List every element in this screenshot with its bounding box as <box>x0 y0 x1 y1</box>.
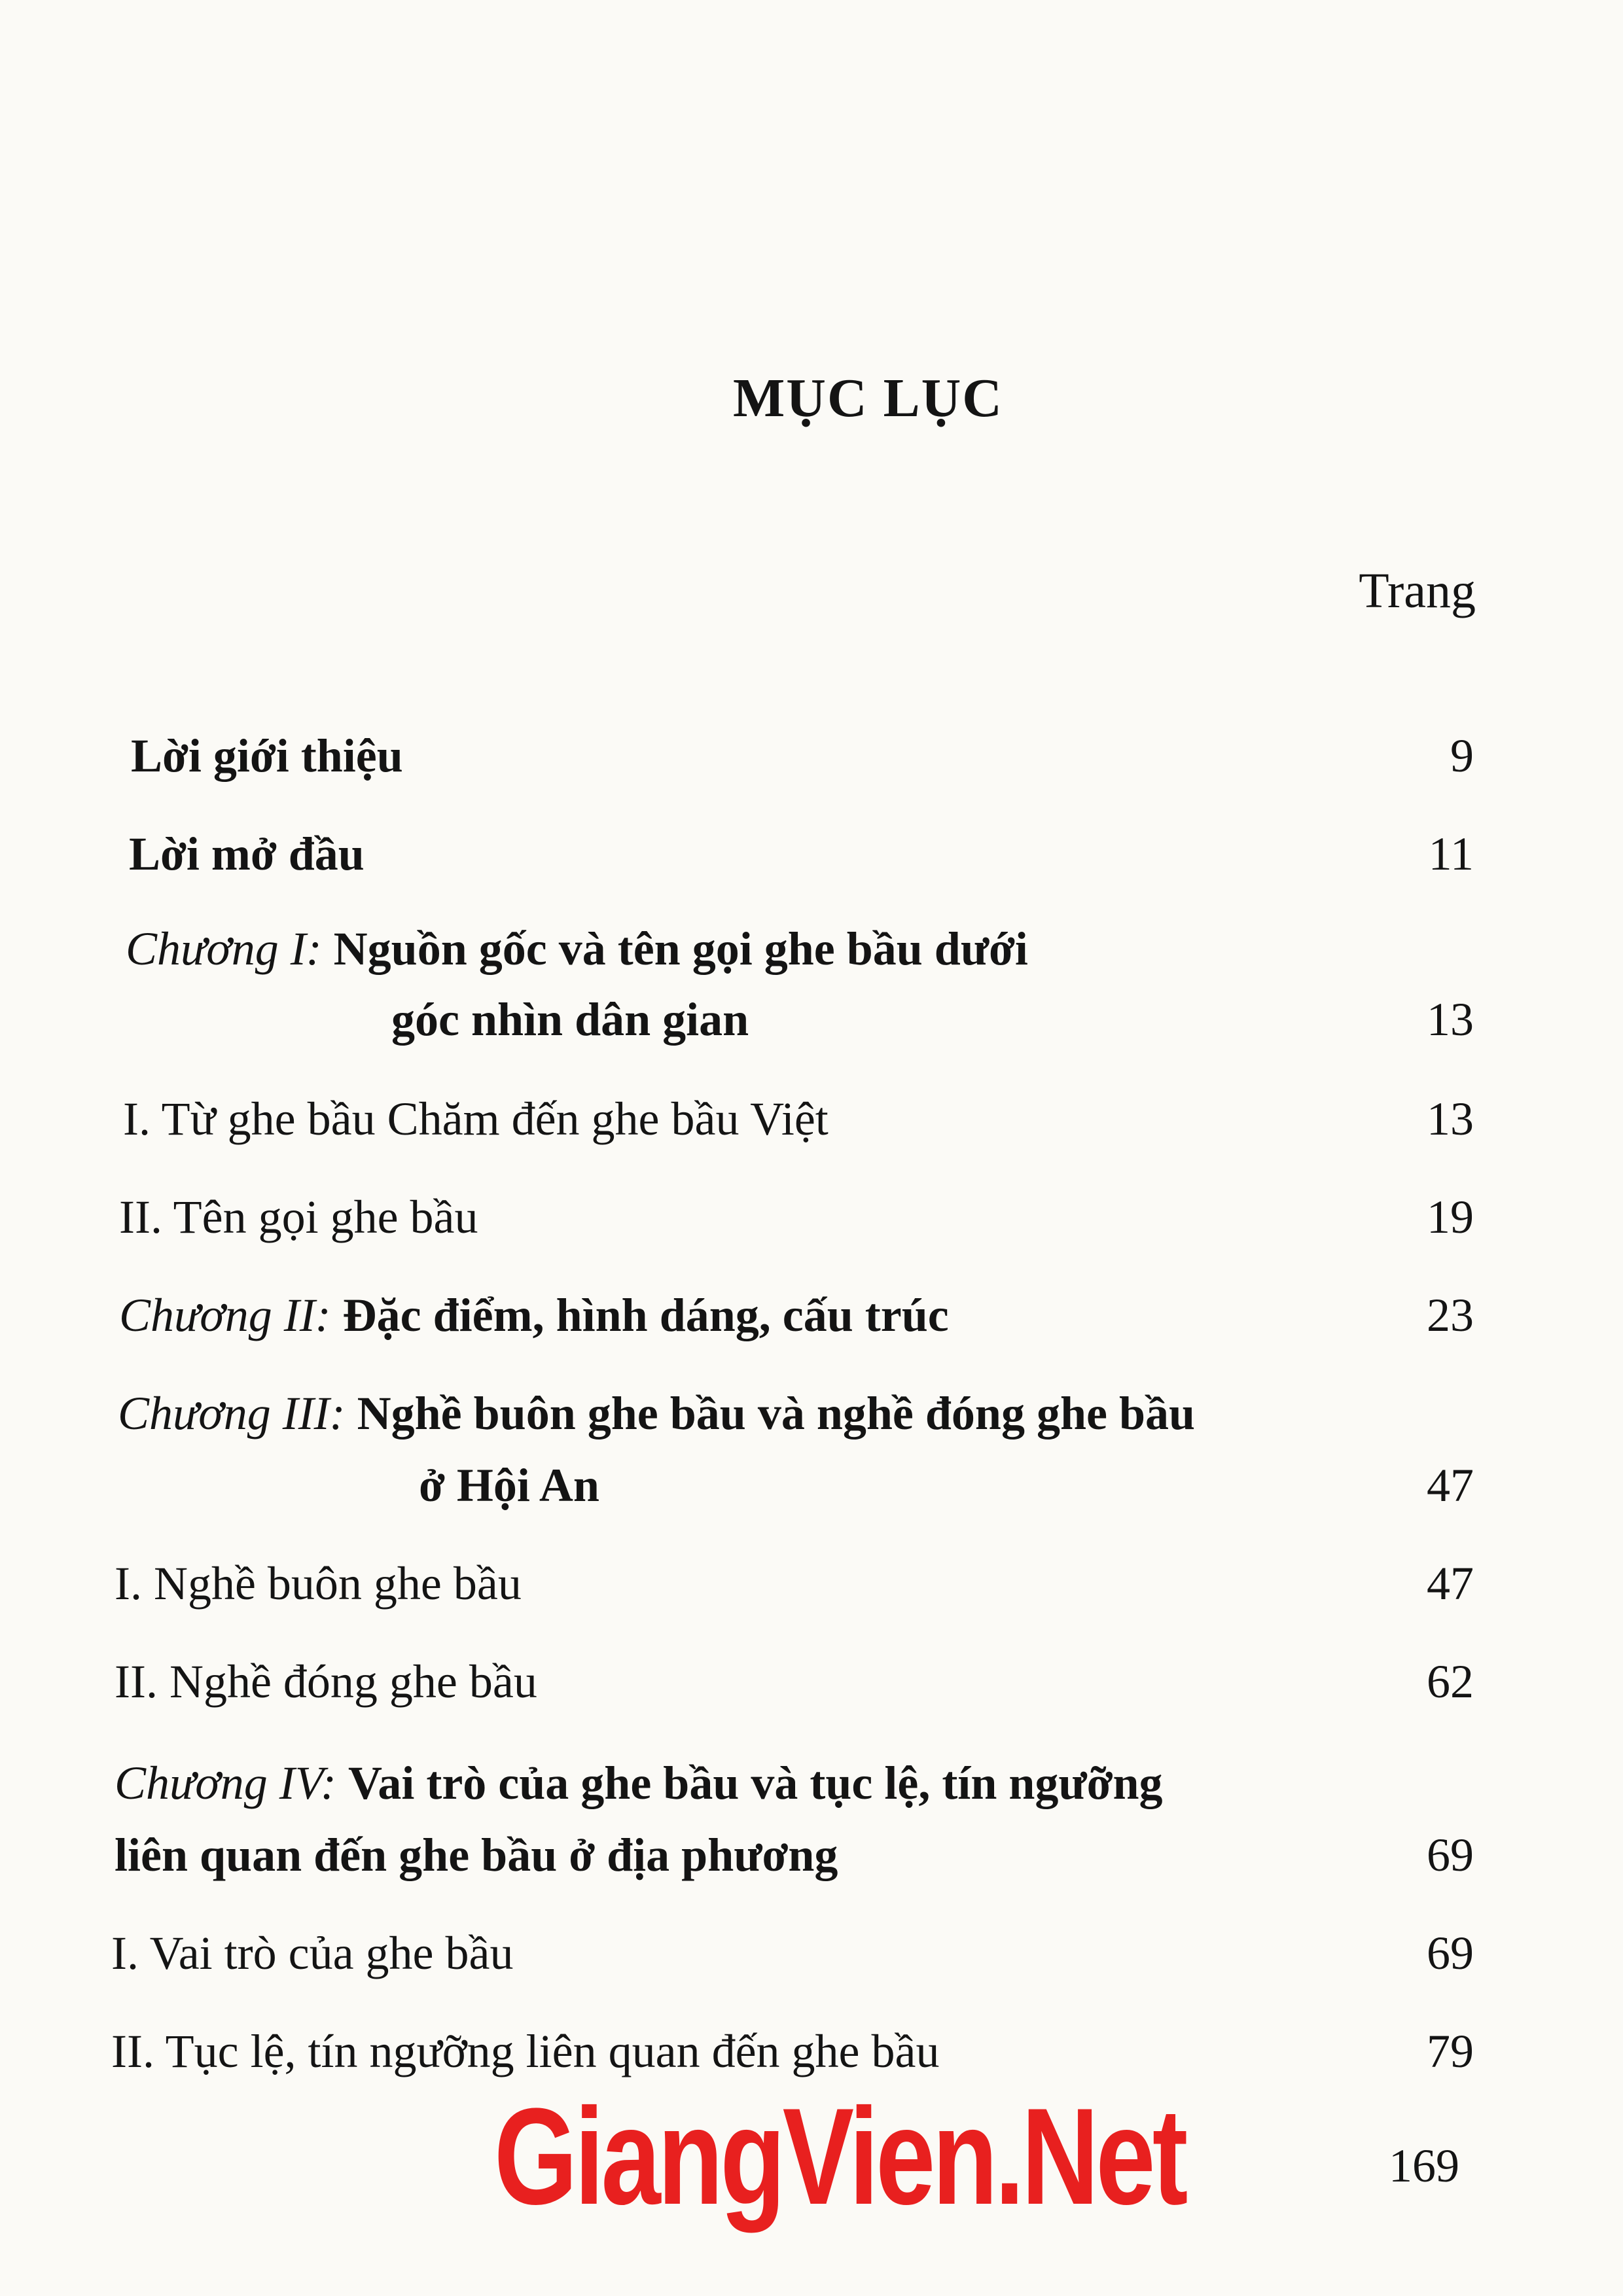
toc-entry-page: 169 <box>1389 2140 1459 2192</box>
toc-entry-page: 19 <box>1427 1191 1474 1243</box>
chapter-title-continued: ở Hội An <box>419 1459 599 1511</box>
page-column-label: Trang <box>1359 563 1476 618</box>
toc-entry-page: 47 <box>1427 1459 1474 1511</box>
chapter-title: Đặc điểm, hình dáng, cấu trúc <box>342 1289 949 1341</box>
toc-entry-page: 79 <box>1427 2025 1474 2077</box>
toc-entry-label: Lời mở đầu <box>129 828 365 880</box>
toc-section <box>0 1551 1623 1616</box>
toc-chapter-2 <box>0 1282 1623 1348</box>
toc-entry-page: 69 <box>1427 1829 1474 1881</box>
chapter-prefix: Chương II: <box>119 1289 331 1341</box>
toc-entry-page: 69 <box>1427 1927 1474 1979</box>
chapter-prefix: Chương III: <box>118 1387 346 1439</box>
toc-chapter-1-line1 <box>0 916 1623 981</box>
watermark-text: GiangVien.Net <box>494 2079 1185 2233</box>
toc-chapter-4-line2 <box>0 1822 1623 1888</box>
toc-entry-label: I. Vai trò của ghe bầu <box>111 1927 514 1979</box>
page-title: MỤC LỤC <box>733 368 1003 429</box>
toc-section <box>0 1649 1623 1714</box>
toc-chapter-3-line1 <box>0 1381 1623 1446</box>
chapter-prefix: Chương IV: <box>115 1757 336 1809</box>
toc-section <box>0 1184 1623 1250</box>
toc-entry-label: I. Từ ghe bầu Chăm đến ghe bầu Việt <box>123 1093 829 1145</box>
toc-entry-label: I. Nghề buôn ghe bầu <box>115 1557 522 1610</box>
toc-entry-label: Lời giới thiệu <box>131 730 403 782</box>
toc-entry-page: 47 <box>1427 1557 1474 1610</box>
toc-entry-intro <box>0 723 1623 788</box>
chapter-title: Nghề buôn ghe bầu và nghề đóng ghe bầu <box>357 1387 1196 1439</box>
toc-entry-page: 13 <box>1427 993 1474 1046</box>
toc-section <box>0 1920 1623 1986</box>
toc-entry-page: 9 <box>1450 730 1474 782</box>
toc-entry-page: 62 <box>1427 1655 1474 1708</box>
toc-section <box>0 2019 1623 2084</box>
toc-chapter-4-line1 <box>0 1750 1623 1816</box>
chapter-title: Vai trò của ghe bầu và tục lệ, tín ngưỡng <box>348 1757 1163 1809</box>
toc-entry-label: II. Tục lệ, tín ngưỡng liên quan đến ghe bầu <box>111 2025 940 2077</box>
chapter-title: Nguồn gốc và tên gọi ghe bầu dưới <box>333 923 1028 975</box>
toc-chapter-3-line2 <box>0 1453 1623 1518</box>
chapter-prefix: Chương I: <box>126 923 322 975</box>
toc-entry-label: II. Tên gọi ghe bầu <box>119 1191 478 1243</box>
toc-entry-label: II. Nghề đóng ghe bầu <box>115 1655 537 1708</box>
chapter-title-continued: liên quan đến ghe bầu ở địa phương <box>115 1829 838 1881</box>
chapter-title-continued: góc nhìn dân gian <box>391 993 749 1046</box>
toc-chapter-1-line2 <box>0 987 1623 1052</box>
toc-entry-page: 13 <box>1427 1093 1474 1145</box>
toc-section <box>0 1086 1623 1152</box>
toc-entry-page: 23 <box>1427 1289 1474 1341</box>
toc-entry-page: 11 <box>1428 828 1474 880</box>
toc-entry-preface <box>0 821 1623 887</box>
